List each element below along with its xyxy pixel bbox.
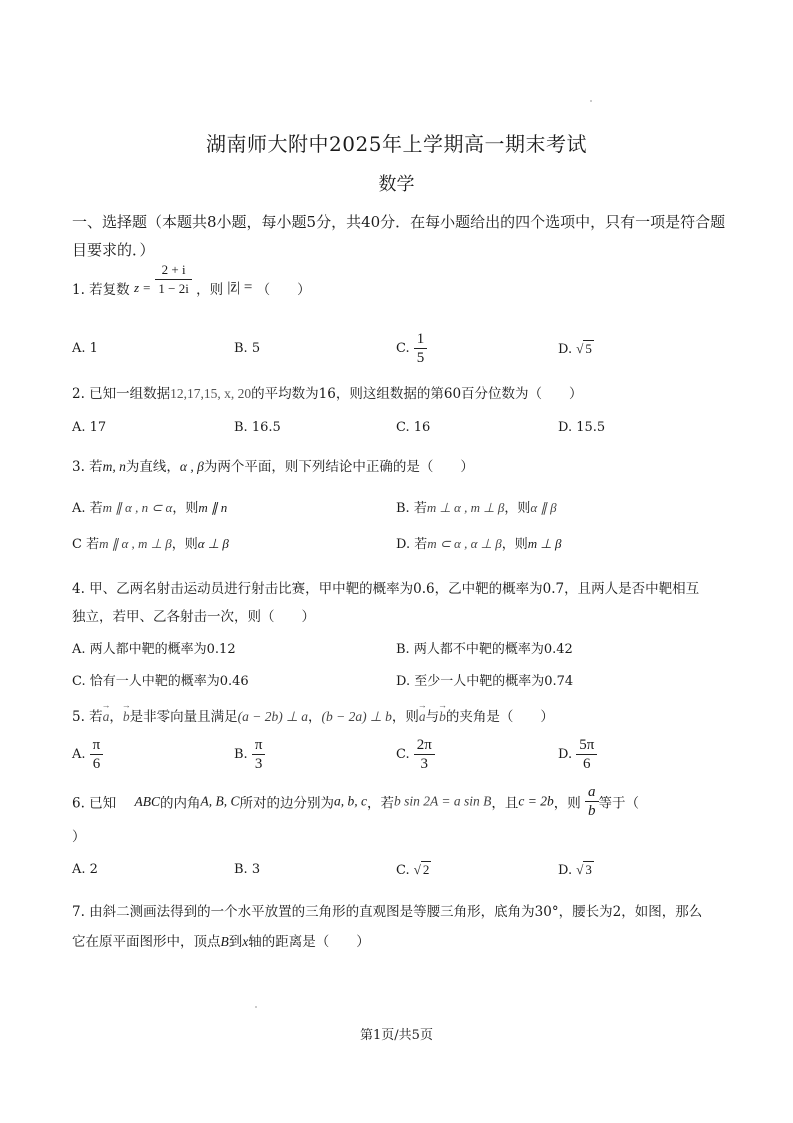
q5-option-d: [558, 736, 597, 773]
q5-option-a: [72, 736, 103, 773]
q4-option-b: B. 两人都不中靶的概率为0.42: [396, 642, 573, 657]
q2-data: 12,17,15, x, 20: [170, 386, 252, 401]
q6-triangle: ABC: [134, 793, 160, 809]
q1-d-radicand: 5: [585, 341, 592, 356]
q1-option-d: [558, 341, 594, 357]
question-3-stem: [72, 455, 474, 475]
q1-option-c-fraction: [414, 330, 428, 367]
q3-d-cond: m ⊂ α , α ⊥ β: [427, 536, 502, 551]
question-2-stem: [72, 382, 583, 402]
q7-x-axis: x: [242, 934, 249, 949]
q4-option-a: A. 两人都中靶的概率为0.12: [72, 642, 236, 657]
q3-d-label: D. 若: [396, 537, 428, 552]
q4-option-c: C. 恰有一人中靶的概率为0.46: [72, 674, 249, 689]
q5-b-den: 3: [254, 756, 263, 772]
q2-stem-a: 2. 已知一组数据: [72, 386, 171, 402]
q6-sides: a, b, c: [333, 793, 367, 809]
q3-c-mid: ，则: [171, 537, 198, 552]
q6-p2: 的内角: [159, 795, 201, 812]
q3-option-c: [72, 533, 229, 552]
q1-frac-num: 2 + i: [155, 261, 191, 280]
question-7-line2: [72, 930, 370, 950]
q6-eq1: b sin 2A = a sin B: [393, 793, 492, 809]
q5-d-den: 6: [583, 756, 591, 772]
q6-p3: 所对的边分别为: [239, 795, 334, 812]
question-4-line2: 独立，若甲、乙各射击一次，则（ ）: [72, 609, 315, 625]
q1-c-den: 5: [416, 350, 425, 366]
q6-c-label: C.: [396, 863, 410, 878]
q6-d-label: D.: [558, 863, 573, 878]
q5-p3: ，则: [391, 709, 419, 725]
q1-fraction: [155, 261, 191, 298]
q1-z: z =: [133, 280, 152, 295]
q5-d-num: 5π: [576, 736, 597, 755]
q5-a-fraction: [90, 736, 104, 773]
q1-option-b: B. 5: [234, 341, 261, 356]
q7-vertex-b: B: [220, 934, 229, 949]
q2-option-a: A. 17: [72, 420, 107, 435]
question-6-line2: ）: [72, 829, 86, 845]
q6-option-c: [396, 862, 431, 878]
q5-c-fraction: [414, 736, 435, 773]
q3-stem-a: 3. 若: [72, 459, 103, 475]
q3-option-d: [396, 533, 561, 552]
q3-a-mid: ，则: [172, 501, 199, 516]
q3-b-res: α ∥ β: [530, 500, 557, 515]
q3-stem-b: 为直线，: [125, 459, 180, 475]
q5-comma: ，: [109, 709, 123, 725]
q3-c-cond: m ∥ α , m ⊥ β: [99, 536, 172, 551]
q2-option-c: C. 16: [396, 420, 431, 435]
q6-c-radicand: 2: [422, 862, 430, 877]
q6-p1: 6. 已知: [72, 795, 117, 812]
question-6-stem: [72, 783, 639, 820]
q5-d-fraction: [576, 736, 597, 773]
q6-p7: 等于（: [598, 795, 639, 812]
q5-cond1: (a − 2b) ⊥ a: [237, 709, 309, 724]
q2-stem-b: 的平均数为16，则这组数据的第60百分位数为（ ）: [251, 386, 583, 402]
q6-eq2: c = 2b: [518, 793, 554, 809]
q5-b-num: π: [252, 736, 266, 755]
q1-tail: （ ）: [256, 282, 311, 298]
q6-option-b: B. 3: [234, 862, 261, 877]
q3-stem-c: 为两个平面，则下列结论中正确的是（ ）: [203, 459, 474, 475]
q5-p1: 5. 若: [72, 709, 103, 725]
q1-option-d-label: D.: [558, 342, 573, 357]
q5-p5: 的夹角是（ ）: [445, 709, 554, 725]
q5-b-label: B.: [234, 747, 248, 762]
q5-vec-b: → b: [123, 709, 130, 725]
q5-c-num: 2π: [414, 736, 435, 755]
q6-angles: A, B, C: [200, 793, 240, 809]
q5-a-den: 6: [92, 756, 101, 772]
q5-b-fraction: [252, 736, 266, 773]
q7-l2b: 到: [228, 934, 243, 950]
q6-p5: ，且: [491, 795, 519, 812]
q1-option-a: A. 1: [72, 341, 98, 356]
q3-a-cond: m ∥ α , n ⊂ α: [102, 500, 173, 515]
q6-frac-num: a: [585, 783, 599, 802]
q5-a-label: A.: [72, 747, 86, 762]
q5-comma2: ，: [308, 709, 322, 725]
q1-c-num: 1: [414, 330, 428, 349]
q6-d-radicand: 3: [585, 862, 592, 877]
q7-l2a: 它在原平面图形中，顶点: [72, 934, 221, 950]
q1-mid: ，则: [196, 282, 224, 298]
q2-option-b: B. 16.5: [234, 420, 281, 435]
q7-l2c: 轴的距离是（ ）: [248, 934, 370, 950]
q5-cond2: (b − 2a) ⊥ b: [321, 709, 392, 724]
q5-p4: 与: [425, 709, 440, 725]
q3-c-label: C 若: [72, 537, 100, 552]
question-4-line1: 4. 甲、乙两名射击运动员进行射击比赛，甲中靶的概率为0.6，乙中靶的概率为0.7，且两人是否中靶相互: [72, 581, 700, 597]
q1-prefix: 1. 若复数: [72, 282, 130, 298]
q3-b-cond: m ⊥ α , m ⊥ β: [426, 500, 505, 515]
q5-vec-a2: → a: [419, 709, 426, 725]
q3-option-a: [72, 497, 227, 516]
q6-c-sqrt: √ 2: [413, 862, 430, 877]
q6-option-d: [558, 862, 594, 878]
q6-p6: ，则: [553, 795, 581, 812]
q3-b-mid: ，则: [504, 501, 531, 516]
q5-vec-a: → a: [103, 709, 110, 725]
q5-d-label: D.: [558, 747, 573, 762]
scan-speck: [255, 1006, 257, 1008]
scan-speck: [590, 100, 592, 102]
page-title: 湖南师大附中2025年上学期高一期末考试: [206, 132, 587, 156]
q6-p4: ，若: [366, 795, 394, 812]
q4-option-d: D. 至少一人中靶的概率为0.74: [396, 674, 574, 689]
q5-c-label: C.: [396, 747, 410, 762]
q1-abs: |z̄| =: [227, 279, 253, 296]
q1-option-d-sqrt: √ 5: [576, 341, 592, 356]
q3-mn: m, n: [102, 459, 126, 474]
q5-option-c: [396, 736, 435, 773]
q6-frac-den: b: [588, 803, 596, 819]
page-subtitle: 数学: [378, 174, 415, 195]
q3-d-res: m ⊥ β: [527, 536, 562, 551]
q3-a-res: m ∥ n: [198, 500, 228, 515]
q6-d-sqrt: √ 3: [576, 862, 592, 877]
q6-option-a: A. 2: [72, 862, 98, 877]
q6-fraction: [585, 783, 599, 820]
q3-c-res: α ⊥ β: [197, 536, 229, 551]
q1-option-c: [396, 330, 427, 367]
question-5-stem: [72, 705, 554, 725]
page-footer: 第1页/共5页: [360, 1028, 433, 1043]
question-1-stem: [72, 261, 311, 298]
section-heading: 一、选择题（本题共8小题，每小题5分，共40分．在每小题给出的四个选项中，只有一项是符合题目要求的．）: [72, 213, 726, 259]
q3-option-b: [396, 497, 557, 516]
question-7-line1: 7. 由斜二测画法得到的一个水平放置的三角形的直观图是等腰三角形，底角为30°，腰长为2，如图，那么: [72, 904, 703, 920]
q3-ab: α , β: [179, 459, 204, 474]
q1-option-c-label: C.: [396, 341, 410, 356]
q3-d-mid: ，则: [501, 537, 528, 552]
q2-option-d: D. 15.5: [558, 420, 606, 435]
q5-vec-b2: → b: [439, 709, 446, 725]
q3-a-label: A. 若: [72, 501, 103, 516]
q5-c-den: 3: [420, 756, 429, 772]
q5-a-num: π: [90, 736, 104, 755]
q5-option-b: [234, 736, 265, 773]
q5-p2: 是非零向量且满足: [129, 709, 238, 725]
q1-frac-den: 1 − 2i: [158, 280, 189, 296]
q3-b-label: B. 若: [396, 501, 427, 516]
